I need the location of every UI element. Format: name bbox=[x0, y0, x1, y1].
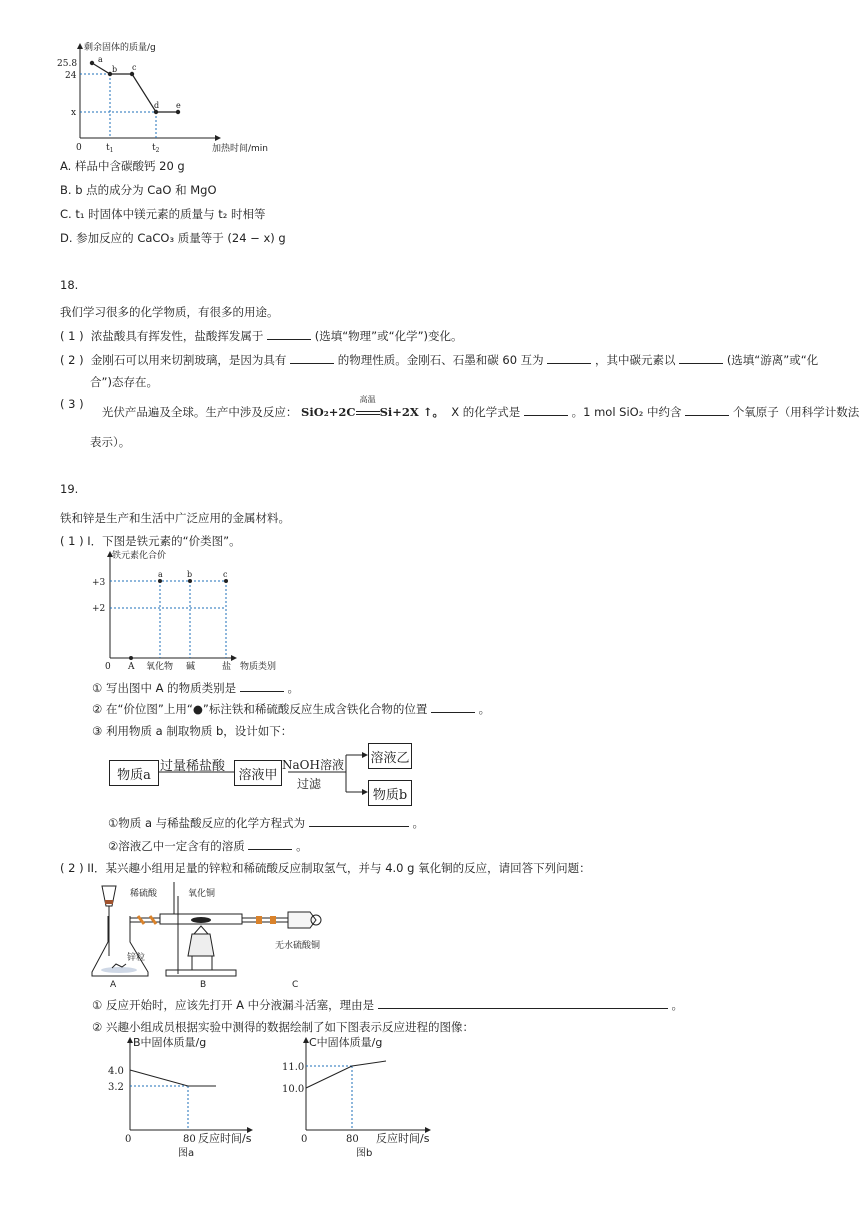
y-tick-+3: +3 bbox=[92, 578, 106, 588]
q19-s5: ② 兴趣小组成员根据实验中测得的数据绘制了如下图表示反应进程的图像： bbox=[92, 1020, 474, 1034]
caption: 图a bbox=[178, 1148, 195, 1159]
flow-arrow2-bottom-label: 过滤 bbox=[297, 777, 322, 791]
label-anhydrous-cuso4: 无水硫酸铜 bbox=[275, 941, 321, 951]
y-axis-label: 铁元素化合价 bbox=[112, 551, 167, 561]
origin-label: 0 bbox=[125, 1134, 132, 1145]
data-line bbox=[306, 1061, 386, 1088]
q18-part3-cont: 表示）。 bbox=[90, 435, 131, 449]
point-c bbox=[130, 72, 134, 76]
label-C: C bbox=[292, 980, 299, 990]
q19-s3: ③ 利用物质 a 制取物质 b，设计如下： bbox=[92, 724, 293, 738]
label-B: B bbox=[200, 980, 207, 990]
origin-label: 0 bbox=[76, 143, 82, 153]
y-tick-+2: +2 bbox=[92, 604, 106, 614]
y-tick-4.0: 4.0 bbox=[108, 1066, 124, 1077]
q19-s4: ① 反应开始时，应该先打开 A 中分液漏斗活塞，理由是 。 bbox=[92, 998, 683, 1012]
iron-valence-chart bbox=[86, 550, 296, 676]
point-a bbox=[90, 61, 94, 65]
flow-box-solution-jia: 溶液甲 bbox=[234, 760, 282, 786]
flow-box-solution-yi: 溶液乙 bbox=[368, 743, 412, 769]
y-axis-label: C中固体质量/g bbox=[309, 1036, 383, 1049]
origin-label: 0 bbox=[105, 662, 111, 672]
q19-intro: 铁和锌是生产和生活中广泛应用的金属材料。 bbox=[60, 511, 290, 525]
cat-base: 碱 bbox=[186, 662, 196, 672]
point-a bbox=[158, 579, 162, 583]
y-tick-x: x bbox=[71, 108, 77, 118]
y-tick-11.0: 11.0 bbox=[282, 1062, 305, 1073]
question-number-18: 18. bbox=[60, 278, 79, 292]
answer-blank[interactable] bbox=[378, 998, 668, 1009]
x-axis-label: 反应时间/s bbox=[376, 1132, 430, 1145]
label-d: d bbox=[154, 101, 160, 110]
label-b: b bbox=[187, 570, 193, 579]
mass-vs-time-chart bbox=[50, 38, 269, 160]
label-dilute-h2so4: 稀硫酸 bbox=[130, 889, 158, 899]
flow-box-substance-a: 物质a bbox=[109, 760, 159, 786]
answer-blank[interactable] bbox=[267, 329, 311, 340]
x-tick-80: 80 bbox=[183, 1134, 196, 1145]
option-c[interactable]: C. t₁ 时固体中镁元素的质量与 t₂ 时相等 bbox=[60, 207, 266, 221]
option-b[interactable]: B. b 点的成分为 CaO 和 MgO bbox=[60, 183, 217, 197]
q19-s3b: ②溶液乙中一定含有的溶质 。 bbox=[108, 839, 308, 853]
question-number-19: 19. bbox=[60, 482, 79, 496]
q18-part1: ( 1 ) 浓盐酸具有挥发性，盐酸挥发属于 (选填“物理”或“化学”)变化。 bbox=[60, 329, 463, 343]
chart-a bbox=[100, 1034, 260, 1164]
cat-oxide: 氧化物 bbox=[146, 662, 174, 672]
y-tick-3.2: 3.2 bbox=[108, 1082, 124, 1093]
label-c: c bbox=[223, 570, 228, 579]
q19-s3a: ①物质 a 与稀盐酸反应的化学方程式为 。 bbox=[108, 816, 424, 830]
y-axis-label: B中固体质量/g bbox=[133, 1036, 207, 1049]
y-tick-24: 24 bbox=[65, 71, 77, 81]
x-tick-80: 80 bbox=[346, 1134, 359, 1145]
caption: 图b bbox=[356, 1148, 373, 1159]
label-e: e bbox=[176, 101, 181, 110]
answer-blank[interactable] bbox=[547, 353, 591, 364]
y-tick-25.8: 25.8 bbox=[57, 59, 78, 69]
x-tick-t2: $t_2$ bbox=[152, 143, 160, 154]
point-e bbox=[176, 110, 180, 114]
answer-blank[interactable] bbox=[685, 405, 729, 416]
point-A bbox=[129, 656, 133, 660]
option-a[interactable]: A. 样品中含碳酸钙 20 g bbox=[60, 159, 185, 173]
x-axis-label: 加热时间/min bbox=[212, 144, 269, 154]
x-axis-label: 反应时间/s bbox=[198, 1132, 252, 1145]
flow-arrow2-top-label: NaOH溶液 bbox=[282, 758, 344, 772]
label-a: a bbox=[158, 570, 163, 579]
q19-s2: ② 在“价位图”上用“●”标注铁和稀硫酸反应生成含铁化合物的位置 。 bbox=[92, 702, 491, 716]
option-d[interactable]: D. 参加反应的 CaCO₃ 质量等于 (24 − x) g bbox=[60, 231, 286, 245]
q18-part3: ( 3 ) 光伏产品遍及全球。生产中涉及反应： SiO₂+2C 高温 Si+2X ↑。 X 的化学式是 。1 mol SiO₂ 中约含 个氧原子（用科学计数法 bbox=[60, 395, 860, 419]
answer-blank[interactable] bbox=[290, 353, 334, 364]
answer-blank[interactable] bbox=[679, 353, 723, 364]
answer-blank[interactable] bbox=[309, 816, 409, 827]
answer-blank[interactable] bbox=[431, 702, 475, 713]
flow-box-substance-b: 物质b bbox=[368, 780, 412, 806]
x-tick-t1: $t_1$ bbox=[106, 143, 114, 154]
origin-label: 0 bbox=[301, 1134, 308, 1145]
answer-blank[interactable] bbox=[524, 405, 568, 416]
label-A: A bbox=[110, 980, 117, 990]
point-c bbox=[224, 579, 228, 583]
q19-s1: ① 写出图中 A 的物质类别是 。 bbox=[92, 681, 299, 695]
label-zinc: 锌粒 bbox=[127, 953, 146, 963]
x-axis-label: 物质类别 bbox=[240, 662, 277, 672]
q19-part1: ( 1 ) I．下图是铁元素的“价类图”。 bbox=[60, 534, 241, 548]
flow-arrow1-label: 过量稀盐酸 bbox=[160, 759, 226, 774]
q19-part2: ( 2 ) II．某兴趣小组用足量的锌粒和稀硫酸反应制取氢气，并与 4.0 g 氧化铜的反应，请回答下列问题： bbox=[60, 861, 591, 875]
answer-blank[interactable] bbox=[248, 839, 292, 850]
label-b: b bbox=[112, 65, 118, 74]
label-cuo: 氧化铜 bbox=[188, 889, 216, 899]
label-a: a bbox=[98, 55, 103, 64]
cat-A: A bbox=[128, 662, 135, 672]
point-b bbox=[188, 579, 192, 583]
q18-intro: 我们学习很多的化学物质，有很多的用途。 bbox=[60, 305, 279, 319]
point-d bbox=[154, 110, 158, 114]
q18-part2: ( 2 ) 金刚石可以用来切割玻璃，是因为具有 的物理性质。金刚石、石墨和碳 60 互为 ，其中碳元素以 (选填“游离”或“化 bbox=[60, 353, 819, 367]
cat-salt: 盐 bbox=[222, 662, 232, 672]
chart-b bbox=[280, 1034, 440, 1164]
apparatus-diagram bbox=[88, 876, 348, 992]
label-c: c bbox=[132, 63, 137, 72]
q18-part2-cont: 合”)态存在。 bbox=[90, 375, 158, 389]
data-line bbox=[130, 1070, 216, 1086]
answer-blank[interactable] bbox=[240, 681, 284, 692]
y-tick-10.0: 10.0 bbox=[282, 1084, 305, 1095]
y-axis-label: 剩余固体的质量/g bbox=[84, 43, 156, 53]
